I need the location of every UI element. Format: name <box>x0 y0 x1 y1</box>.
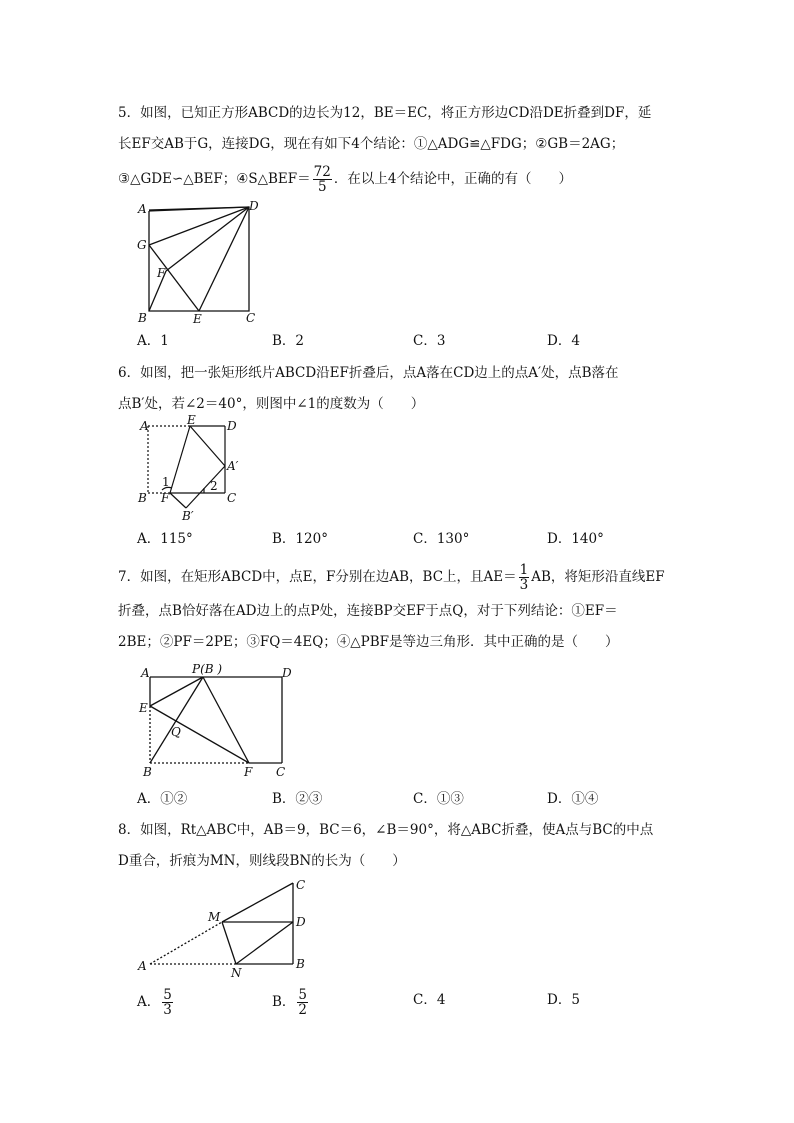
q8-option-a[interactable] <box>137 988 175 1017</box>
q8-label-a: A <box>138 959 147 973</box>
q7-label-b: B <box>143 765 152 779</box>
q5-segment-ad <box>149 207 249 210</box>
q5-label-b: B <box>138 311 147 325</box>
q8-segment-am-dashed <box>150 922 222 964</box>
q5-label-a: A <box>138 202 147 216</box>
q7-segment-pf <box>203 677 249 763</box>
q5-fraction-numerator: 72 <box>313 164 331 180</box>
q8-segment-nd <box>236 922 293 964</box>
q5-label-e: E <box>193 312 202 326</box>
q8-label-d: D <box>296 915 306 929</box>
q7-label-a: A <box>141 666 150 680</box>
q5-option-c[interactable]: C．3 <box>413 333 446 349</box>
q8-segment-mc <box>222 883 293 922</box>
q7-segment-ef <box>150 706 249 763</box>
q6-segment-apbp <box>186 466 225 508</box>
q6-label-bp: B′ <box>182 509 194 523</box>
q7-label-p: P(B ) <box>192 662 223 676</box>
q6-segment-eap <box>190 426 225 466</box>
q8-option-b-fraction <box>297 988 308 1017</box>
q7-label-d: D <box>282 666 292 680</box>
q5-segment-dg <box>149 207 249 245</box>
q8-option-b-numerator: 5 <box>298 987 308 1003</box>
q6-text-line2: 点B′处，若∠2＝40°，则图中∠1的度数为（ ） <box>118 396 425 412</box>
q6-angle2-label: 2 <box>210 479 218 493</box>
q5-segment-df <box>166 207 249 271</box>
q5-segment-bf <box>149 271 166 311</box>
q8-option-d[interactable]: D．5 <box>547 992 580 1008</box>
q7-option-c[interactable]: C．①③ <box>413 791 464 807</box>
q6-option-c[interactable]: C．130° <box>413 531 470 547</box>
q7-text-line2: 折叠，点B恰好落在AD边上的点P处，连接BP交EF于点Q，对于下列结论：①EF＝ <box>118 603 618 619</box>
q6-label-f: F <box>161 491 170 505</box>
q6-label-a: A <box>140 419 149 433</box>
q5-fraction-denominator: 5 <box>317 179 327 195</box>
q8-option-a-numerator: 5 <box>163 987 172 1003</box>
q6-segment-fbp <box>170 493 186 508</box>
q7-text-line1-post: AB，将矩形沿直线EF <box>531 569 665 585</box>
q8-option-b[interactable] <box>272 988 310 1017</box>
q5-label-g: G <box>137 238 147 252</box>
q8-option-a-fraction <box>162 988 173 1017</box>
q8-text-line1: 8．如图，Rt△ABC中，AB＝9，BC＝6，∠B＝90°，将△ABC折叠，使A点与BC的中点 <box>118 822 654 838</box>
q6-option-d[interactable]: D．140° <box>547 531 604 547</box>
q6-label-ap: A′ <box>227 459 239 473</box>
q5-label-c: C <box>246 311 256 325</box>
q8-label-b: B <box>296 957 305 971</box>
q8-label-n: N <box>231 966 242 980</box>
q7-fraction-denominator: 3 <box>519 577 529 593</box>
q7-fraction-numerator: 1 <box>519 562 529 578</box>
q7-segment-pe <box>150 677 203 706</box>
q6-angle1-label: 1 <box>162 475 170 489</box>
q6-option-a[interactable]: A．115° <box>137 531 193 547</box>
q7-segment-bp <box>150 677 203 763</box>
q8-option-a-denominator: 3 <box>163 1002 172 1018</box>
q5-fraction <box>313 165 332 194</box>
q8-text-line2: D重合，折痕为MN，则线段BN的长为（ ） <box>118 853 406 869</box>
q7-text-line1 <box>118 563 665 592</box>
q5-option-d[interactable]: D．4 <box>547 333 580 349</box>
q7-label-c: C <box>276 765 286 779</box>
q8-segment-mn <box>222 922 236 964</box>
q7-label-f: F <box>244 765 253 779</box>
q6-label-e: E <box>187 413 196 427</box>
q5-text-line1: 5．如图，已知正方形ABCD的边长为12，BE＝EC，将正方形边CD沿DE折叠到DF，延 <box>118 105 652 121</box>
q6-label-d: D <box>227 419 237 433</box>
q5-text-line3 <box>118 165 572 194</box>
q7-text-line1-pre: 7．如图，在矩形ABCD中，点E，F分别在边AB，BC上，且AE＝ <box>118 569 517 585</box>
q5-option-a[interactable]: A．1 <box>137 333 169 349</box>
q8-option-b-denominator: 2 <box>298 1002 308 1018</box>
q5-option-b[interactable]: B．2 <box>272 333 305 349</box>
q7-fraction <box>519 563 530 592</box>
q5-text-line3-pre: ③△GDE∽△BEF；④S△BEF＝ <box>118 171 311 187</box>
q6-text-line1: 6．如图，把一张矩形纸片ABCD沿EF折叠后，点A落在CD边上的点A′处，点B落在 <box>118 365 619 381</box>
q8-option-a-prefix: A． <box>137 994 161 1010</box>
q8-label-m: M <box>208 910 221 924</box>
q5-segment-de <box>199 207 249 311</box>
q7-option-d[interactable]: D．①④ <box>547 791 599 807</box>
q7-label-q: Q <box>171 725 181 739</box>
q8-option-b-prefix: B． <box>272 994 296 1010</box>
q6-label-c: C <box>227 491 237 505</box>
q7-text-line3: 2BE；②PF＝2PE；③FQ＝4EQ；④△PBF是等边三角形．其中正确的是（ ） <box>118 634 619 650</box>
q8-option-c[interactable]: C．4 <box>413 992 446 1008</box>
q7-label-e: E <box>139 701 148 715</box>
q6-option-b[interactable]: B．120° <box>272 531 328 547</box>
q5-label-d: D <box>249 199 259 213</box>
q5-text-line2: 长EF交AB于G，连接DG，现在有如下4个结论：①△ADG≌△FDG；②GB＝2AG； <box>118 136 625 152</box>
q5-label-f: F <box>157 266 166 280</box>
q5-square-edge <box>149 207 249 311</box>
q5-segment-ge <box>149 245 199 311</box>
q6-segment-ef <box>170 426 190 493</box>
q7-option-a[interactable]: A．①② <box>137 791 188 807</box>
q7-option-b[interactable]: B．②③ <box>272 791 323 807</box>
q8-label-c: C <box>296 878 306 892</box>
q6-angle1-arc <box>162 487 172 490</box>
q6-label-b: B <box>138 491 147 505</box>
q5-text-line3-post: ．在以上4个结论中，正确的有（ ） <box>333 171 572 187</box>
